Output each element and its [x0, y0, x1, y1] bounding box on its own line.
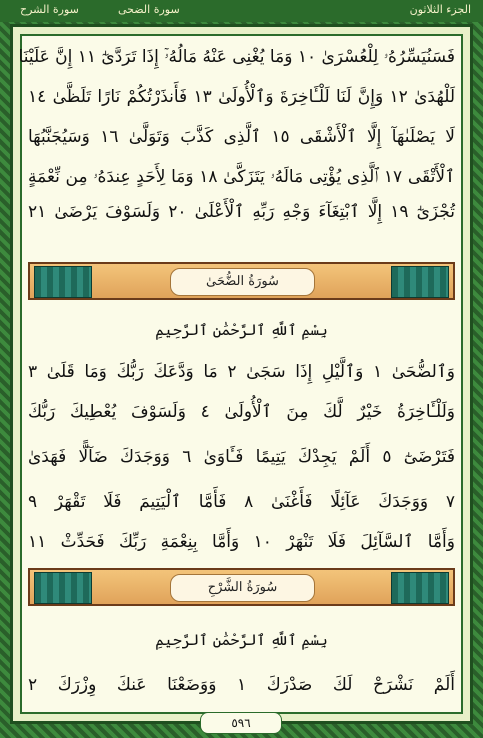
ornament-right-icon [391, 572, 449, 604]
verse-line-5: تُجْزَىٰٓ ١٩ إِلَّا ٱبْتِغَآءَ وَجْهِ رَبِّهِ ٱلْأَعْلَىٰ ٢٠ وَلَسَوْفَ يَرْضَىٰ ٢١ [28, 202, 455, 222]
ornament-right-icon [391, 266, 449, 298]
verse-line-4: ٱلْأَتْقَى ١٧ ٱلَّذِى يُؤْتِى مَالَهُۥ يَتَزَكَّىٰ ١٨ وَمَا لِأَحَدٍ عِندَهُۥ مِن نِّعْمَةٍ [28, 167, 455, 187]
surah-title: سُورَةُ الشَّرْحِ [170, 574, 315, 602]
bismillah: بِسْمِ ٱللَّهِ ٱلرَّحْمَٰنِ ٱلرَّحِيمِ [155, 631, 328, 649]
surah-title: سُورَةُ الضُّحَىٰ [170, 268, 315, 296]
verse-line-8: فَتَرْضَىٰٓ ٥ أَلَمْ يَجِدْكَ يَتِيمًا فَـَٔاوَىٰ ٦ وَوَجَدَكَ ضَآلًّا فَهَدَىٰ [28, 447, 455, 467]
verse-line-10: وَأَمَّا ٱلسَّآئِلَ فَلَا تَنْهَرْ ١٠ وَأَمَّا بِنِعْمَةِ رَبِّكَ فَحَدِّثْ ١١ [28, 532, 455, 552]
surah-banner-sharh [28, 568, 455, 606]
verse-line-6: وَٱلضُّحَىٰ ١ وَٱلَّيْلِ إِذَا سَجَىٰ ٢ مَا وَدَّعَكَ رَبُّكَ وَمَا قَلَىٰ ٣ [28, 362, 455, 382]
page-header [0, 0, 483, 22]
ornament-left-icon [34, 266, 92, 298]
current-surah-label: سورة الضحى [118, 3, 180, 16]
bismillah: بِسْمِ ٱللَّهِ ٱلرَّحْمَٰنِ ٱلرَّحِيمِ [155, 321, 328, 339]
verse-line-3: لَا يَصْلَىٰهَآ إِلَّا ٱلْأَشْقَى ١٥ ٱلَّذِى كَذَّبَ وَتَوَلَّىٰ ١٦ وَسَيُجَنَّبُهَا [28, 127, 455, 147]
verse-line-2: لَلْهُدَىٰ ١٢ وَإِنَّ لَنَا لَلْـَٔاخِرَةَ وَٱلْأُولَىٰ ١٣ فَأَنذَرْتُكُمْ نَارًا تَلَظَّىٰ ١٤ [28, 87, 455, 107]
verse-line-7: وَلَلْـَٔاخِرَةُ خَيْرٌ لَّكَ مِنَ ٱلْأُولَىٰ ٤ وَلَسَوْفَ يُعْطِيكَ رَبُّكَ [28, 402, 455, 422]
juz-label: الجزء الثلاثون [409, 3, 471, 16]
verse-line-11: أَلَمْ نَشْرَحْ لَكَ صَدْرَكَ ١ وَوَضَعْنَا عَنكَ وِزْرَكَ ٢ [28, 675, 455, 695]
ornament-left-icon [34, 572, 92, 604]
surah-banner-duha [28, 262, 455, 300]
page-number: ٥٩٦ [200, 712, 282, 734]
verse-line-9: ٧ وَوَجَدَكَ عَآئِلًا فَأَغْنَىٰ ٨ فَأَمَّا ٱلْيَتِيمَ فَلَا تَقْهَرْ ٩ [28, 492, 455, 512]
verse-line-1: فَسَنُيَسِّرُهُۥ لِلْعُسْرَىٰ ١٠ وَمَا يُغْنِى عَنْهُ مَالُهُۥٓ إِذَا تَرَدَّىٰٓ ١١ إِنَّ عَلَيْنَا [18, 47, 455, 67]
next-surah-label: سورة الشرح [20, 3, 79, 16]
